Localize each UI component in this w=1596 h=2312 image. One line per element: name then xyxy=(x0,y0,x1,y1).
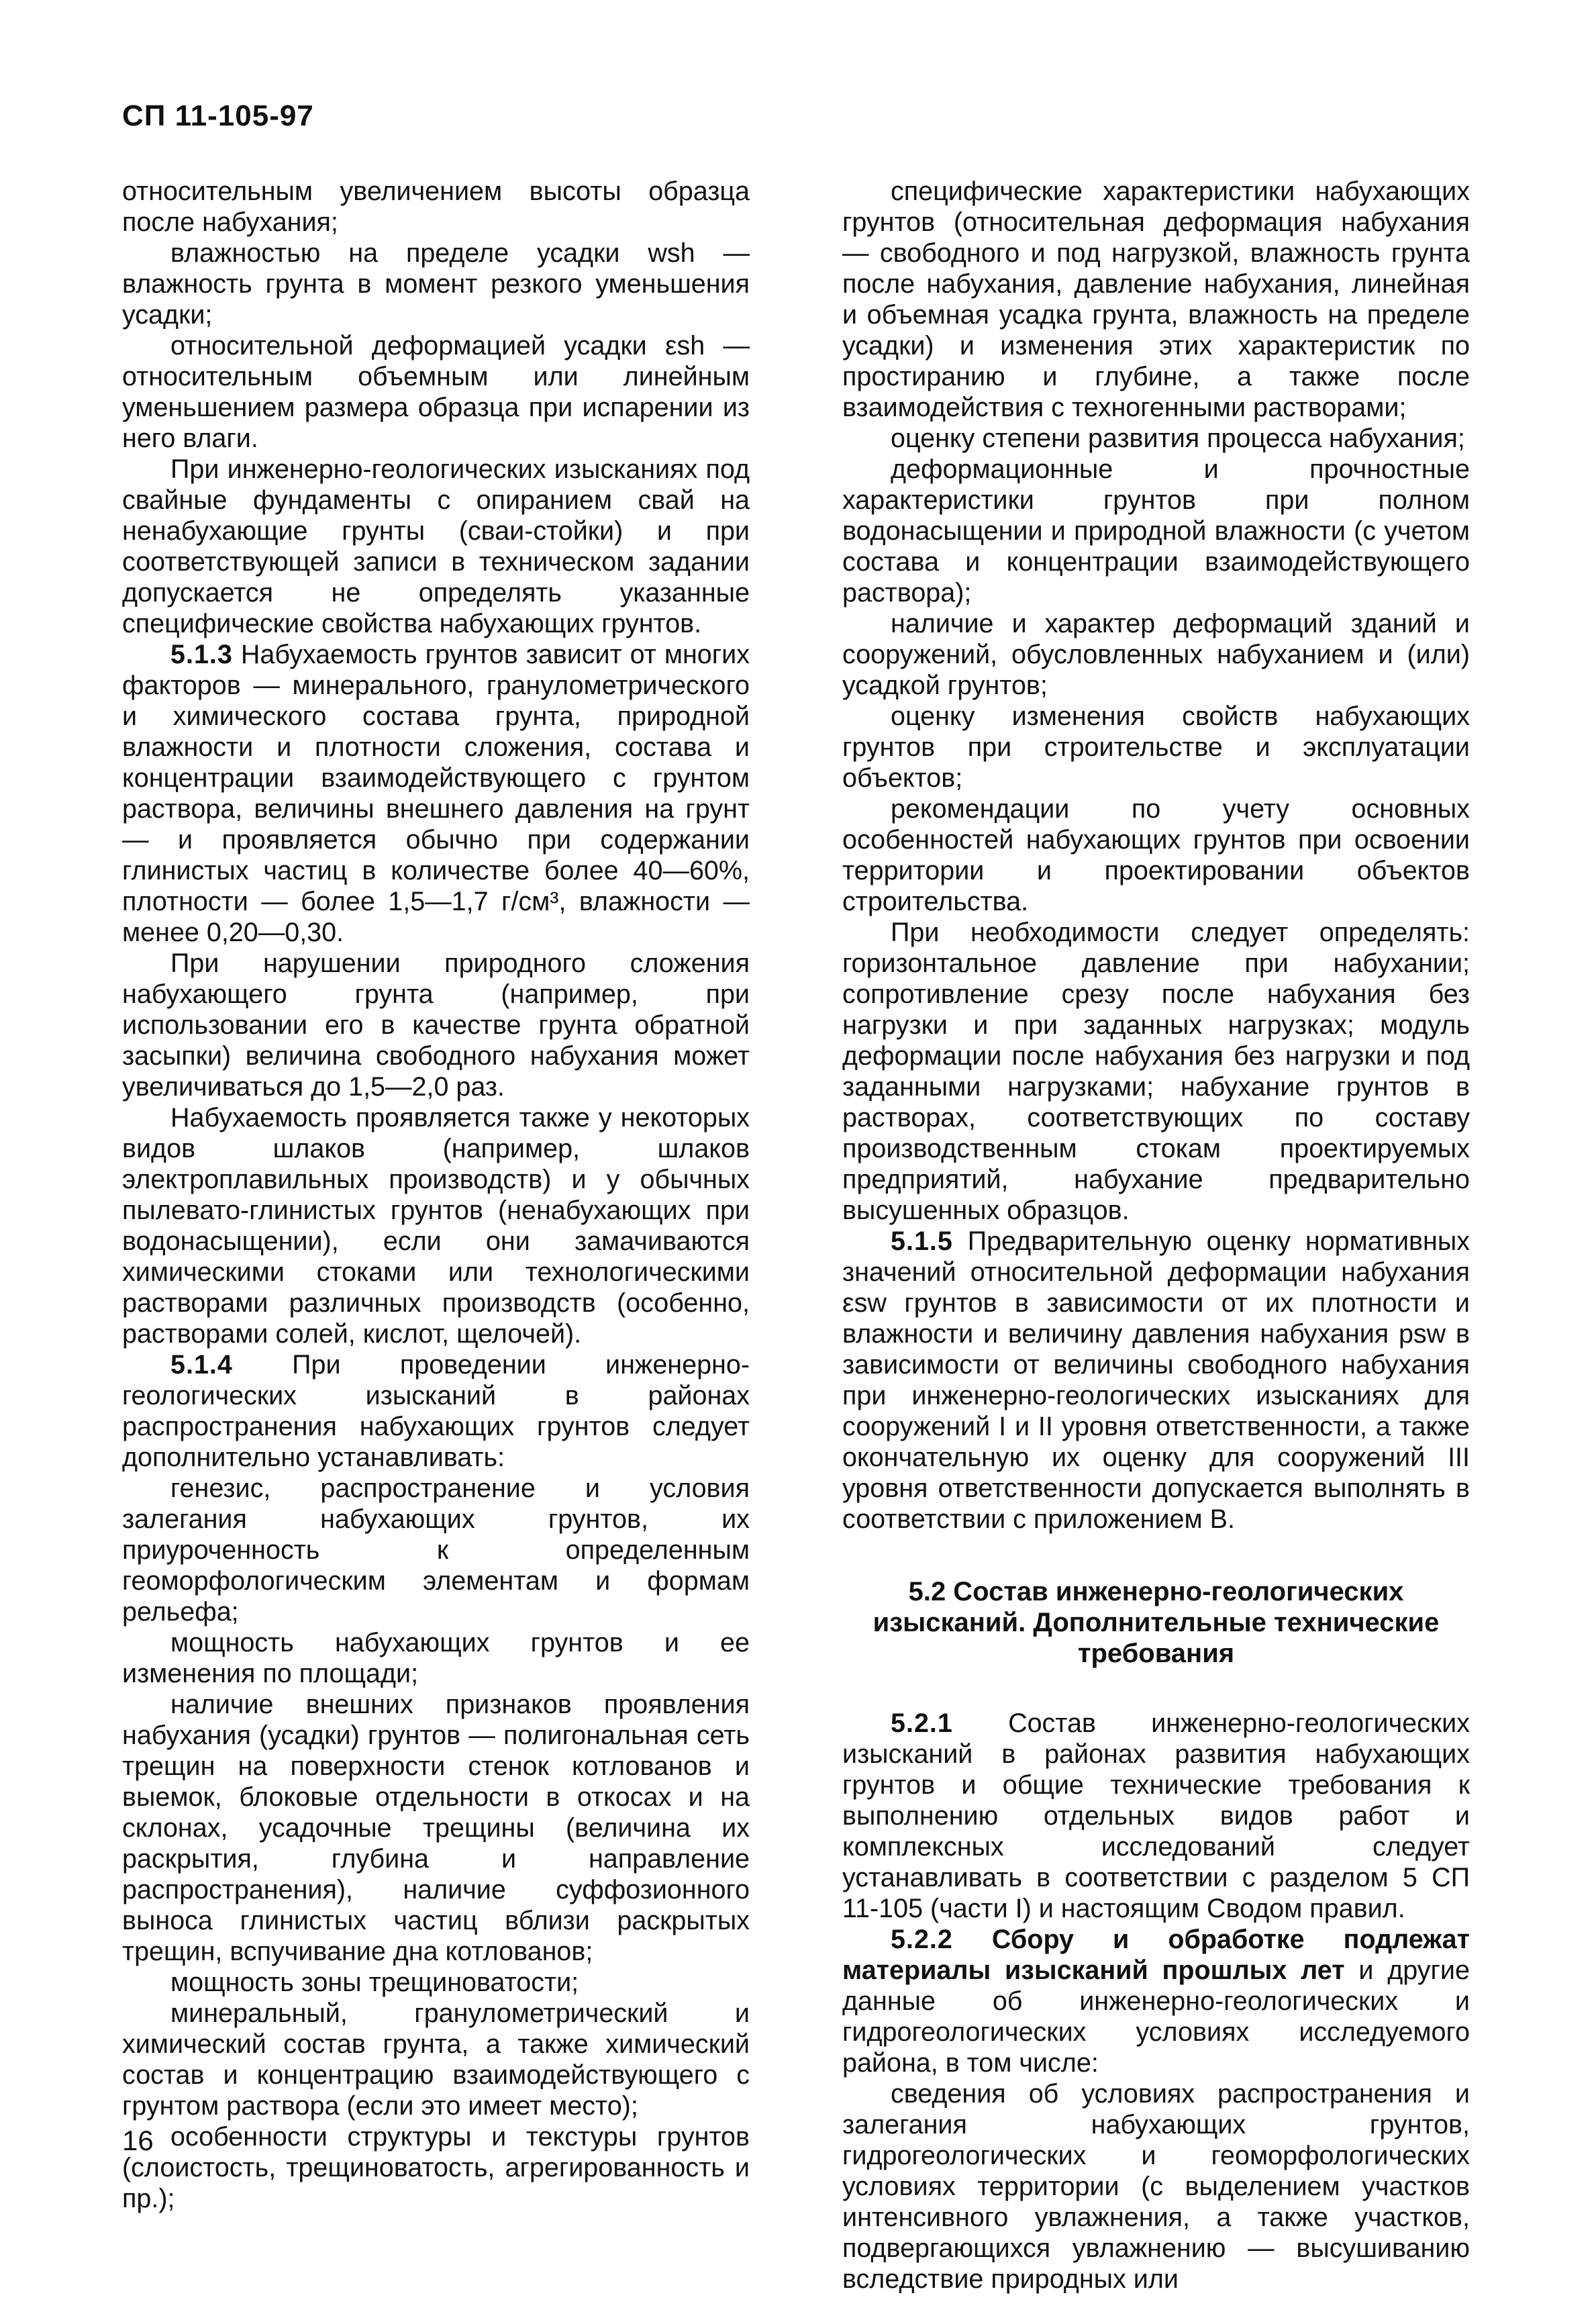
list-item: наличие и характер деформаций зданий и сооружений, обусловленных набуханием и (или) усадкой грунтов; xyxy=(842,609,1470,700)
paragraph: При необходимости следует определять: горизонтальное давление при набухании; сопротивление срезу после набухания без нагрузки и при заданных нагрузках; модуль деформации после набухания без нагрузки и под заданными нагрузками; набухание грунтов в растворах, соответствующих по составу производственным стокам проектируемых предприятий, набухание предварительно высушенных образцов. xyxy=(842,918,1470,1225)
list-item: деформационные и прочностные характеристики грунтов при полном водонасыщении и природной влажности (с учетом состава и концентрации взаимодействующего раствора); xyxy=(842,454,1470,608)
paragraph: При нарушении природного сложения набухающего грунта (например, при использовании его в качестве грунта обратной засыпки) величина свободного набухания может увеличиваться до 1,5—2,0 раз. xyxy=(122,949,750,1102)
list-item: генезис, распространение и условия залегания набухающих грунтов, их приуроченность к определенным геоморфологическим элементам и формам рельефа; xyxy=(122,1474,750,1627)
paragraph: относительным увеличением высоты образца после набухания; xyxy=(122,177,750,237)
clause-paragraph xyxy=(842,1708,1470,1924)
list-item: особенности структуры и текстуры грунтов (слоистость, трещиноватость, агрегированность и пр.); xyxy=(122,2122,750,2213)
clause-paragraph xyxy=(842,1226,1470,1535)
clause-text: При проведении инженерно-геологических изысканий в районах распространения набухающих грунтов следует дополнительно устанавливать: xyxy=(122,1350,750,1472)
paragraph: Набухаемость проявляется также у некоторых видов шлаков (например, шлаков электроплавильных производств) и у обычных пылевато-глинистых грунтов (ненабухающих при водонасыщении), если они замачиваются химическими стоками или технологическими растворами различных производств (особенно, растворами солей, кислот, щелочей). xyxy=(122,1103,750,1349)
list-item: оценку изменения свойств набухающих грунтов при строительстве и эксплуатации объектов; xyxy=(842,702,1470,793)
list-item: мощность набухающих грунтов и ее изменения по площади; xyxy=(122,1628,750,1688)
clause-paragraph xyxy=(122,1349,750,1473)
clause-paragraph xyxy=(842,1924,1470,2078)
list-item: минеральный, гранулометрический и химический состав грунта, а также химический состав и концентрацию взаимодействующего с грунтом раствора (если это имеет место); xyxy=(122,1998,750,2121)
clause-number: 5.2.2 xyxy=(891,1925,953,1954)
list-item: сведения об условиях распространения и залегания набухающих грунтов, гидрогеологических и геоморфологических условиях территории (с выделением участков интенсивного увлажнения, а также участков, подвергающихся увлажнению — высушиванию вследствие природных или xyxy=(842,2079,1470,2294)
clause-text: Предварительную оценку нормативных значений относительной деформации набухания εsw грунтов в зависимости от их плотности и влажности и величину давления набухания psw в зависимости от величины свободного набухания при инженерно-геологических изысканиях для сооружений I и II уровня ответственности, а также окончательную их оценку для сооружений III уровня ответственности допускается выполнять в соответствии с приложением В. xyxy=(842,1226,1470,1534)
list-item: специфические характеристики набухающих грунтов (относительная деформация набухания — свободного и под нагрузкой, влажность грунта после набухания, давление набухания, линейная и объемная усадка грунта, влажность на пределе усадки) и изменения этих характеристик по простиранию и глубине, а также после взаимодействия с техногенными растворами; xyxy=(842,177,1470,422)
section-heading: 5.2 Состав инженерно-геологических изысканий. Дополнительные технические требования xyxy=(872,1577,1440,1668)
clause-text: и другие данные об инженерно-геологических и гидрогеологических условиях исследуемого района, в том числе: xyxy=(842,1956,1470,2078)
document-code: СП 11-105-97 xyxy=(122,99,314,132)
right-column xyxy=(842,176,1470,2295)
list-item: наличие внешних признаков проявления набухания (усадки) грунтов — полигональная сеть трещин на поверхности стенок котлованов и выемок, блоковые отдельности в откосах и на склонах, усадочные трещины (величина их раскрытия, глубина и направление распространения), наличие суффозионного выноса глинистых частиц вблизи раскрытых трещин, вспучивание дна котлованов; xyxy=(122,1690,750,1966)
clause-paragraph xyxy=(122,639,750,948)
clause-number: 5.1.3 xyxy=(170,640,233,669)
list-item: оценку степени развития процесса набухания; xyxy=(891,424,1465,453)
clause-number: 5.1.5 xyxy=(891,1226,953,1256)
left-column xyxy=(122,176,750,2214)
clause-text: Состав инженерно-геологических изысканий в районах развития набухающих грунтов и общие технические требования к выполнению отдельных видов работ и комплексных исследований следует устанавливать в соответствии с разделом 5 СП 11-105 (части I) и настоящим Сводом правил. xyxy=(842,1708,1470,1923)
clause-number: 5.1.4 xyxy=(170,1350,233,1380)
page-number: 16 xyxy=(122,2125,154,2156)
paragraph: относительной деформацией усадки εsh — относительным объемным или линейным уменьшением размера образца при испарении из него влаги. xyxy=(122,331,750,453)
list-item: мощность зоны трещиноватости; xyxy=(170,1968,579,1997)
paragraph: При инженерно-геологических изысканиях под свайные фундаменты с опиранием свай на ненабухающие грунты (сваи-стойки) и при соответствующей записи в техническом задании допускается не определять указанные специфические свойства набухающих грунтов. xyxy=(122,454,750,638)
list-item: рекомендации по учету основных особенностей набухающих грунтов при освоении территории и проектировании объектов строительства. xyxy=(842,794,1470,916)
bold-phrase: Сбору и обработке подлежат материалы изысканий прошлых лет xyxy=(842,1925,1470,1985)
paragraph: влажностью на пределе усадки wsh — влажность грунта в момент резкого уменьшения усадки; xyxy=(122,238,750,330)
clause-number: 5.2.1 xyxy=(891,1708,953,1738)
clause-text: Набухаемость грунтов зависит от многих факторов — минерального, гранулометрического и химического состава грунта, природной влажности и плотности сложения, состава и концентрации взаимодействующего с грунтом раствора, величины внешнего давления на грунт — и проявляется обычно при содержании глинистых частиц в количестве более 40—60%, плотности — более 1,5—1,7 г/см³, влажности — менее 0,20—0,30. xyxy=(122,640,750,947)
